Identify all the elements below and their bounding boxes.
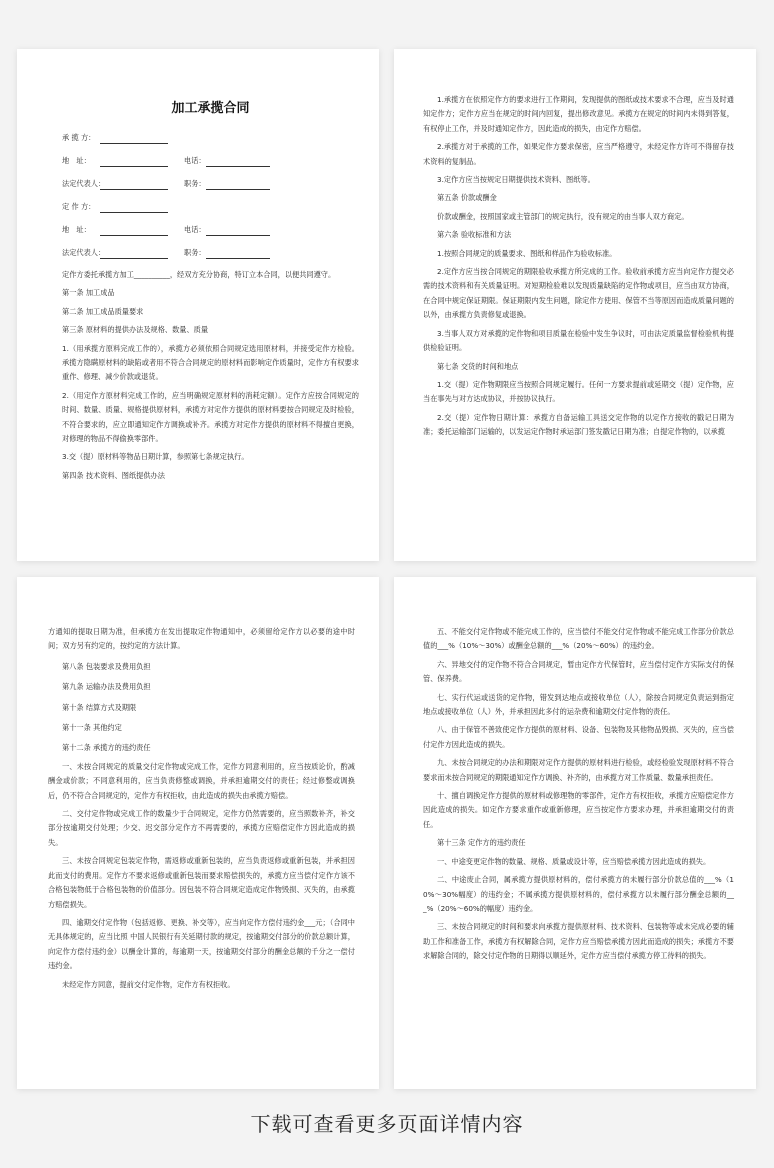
field-orderer-address <box>62 224 359 236</box>
field-contractor-address <box>62 155 359 167</box>
field-label: 定 作 方： <box>62 202 96 211</box>
field-label-right: 电话： <box>184 225 206 234</box>
field-label: 地 址： <box>62 156 91 165</box>
section-heading: 第十二条 承揽方的违约责任 <box>62 743 151 753</box>
paragraph: 1.按照合同规定的质量要求、图纸和样品作为验收标准。 <box>437 248 617 258</box>
section-heading: 第十三条 定作方的违约责任 <box>437 838 526 848</box>
field-label-right: 职务： <box>184 179 206 188</box>
paragraph: 1.承揽方在依照定作方的要求进行工作期间，发现提供的图纸或技术要求不合理，应当及时通知定作方；定作方应当在规定的时间内回复，提出修改意见。承揽方在规定的时间内未得到答复，有权停止工作，并及时通知定作方，因此造成的损失，由定作方赔偿。 <box>423 95 734 133</box>
section-heading: 第三条 原材料的提供办法及规格、数量、质量 <box>62 325 209 335</box>
section-heading: 第七条 交货的时间和地点 <box>437 361 519 371</box>
document-page-3 <box>17 577 379 1089</box>
paragraph: 3.交（提）原材料等物品日期计算，参照第七条规定执行。 <box>62 452 249 462</box>
paragraph: 1.（用承揽方原料完成工作的），承揽方必须依照合同规定选用原材料，并接受定作方检验。承揽方隐瞒原材料的缺陷或者用不符合合同规定的原材料而影响定作质量时，定作方有权要求重作、修理、减少价款或退货。 <box>62 343 359 382</box>
field-contractor-rep <box>62 178 359 190</box>
paragraph: 1.交（提）定作物期限应当按照合同规定履行。任何一方要求提前或延期交（提）定作物，应当在事先与对方达成协议，并按协议执行。 <box>423 379 734 404</box>
blank-line <box>100 180 168 190</box>
paragraph: 方通知的提取日期为准，但承揽方在发出提取定作物通知中，必须留给定作方以必要的途中时间；双方另有约定的，按约定的方法计算。 <box>48 627 355 651</box>
blank-line <box>206 249 270 259</box>
section-heading: 第八条 包装要求及费用负担 <box>62 661 151 671</box>
paragraph: 十、擅自调换定作方提供的原材料或修理物的零部件，定作方有权拒收，承揽方应赔偿定作方因此造成的损失。如定作方要求重作或重新修理，应当按定作方要求办理，并承担逾期交付的责任。 <box>423 791 734 829</box>
field-label: 法定代表人： <box>62 179 106 188</box>
document-page-4 <box>394 577 756 1089</box>
paragraph: 3.当事人双方对承揽的定作物和项目质量在检验中发生争议时，可由法定质量监督检验机构提供检验证明。 <box>423 328 734 353</box>
field-label: 承 揽 方： <box>62 133 96 142</box>
section-heading: 第六条 验收标准和方法 <box>437 230 512 240</box>
paragraph: 2.承揽方对于承揽的工作，如果定作方要求保密，应当严格遵守，未经定作方许可不得留存技术资料的复制品。 <box>423 142 734 166</box>
paragraph: 三、未按合同规定的时间和要求向承揽方提供原材料、技术资料、包装物等或未完成必要的辅助工作和准备工作，承揽方有权解除合同，定作方应当赔偿承揽方因此而造成的损失；承揽方不要求解除合同的，除交付定作物的日期得以顺延外，定作方应当偿付承揽方停工待料的损失。 <box>423 922 734 961</box>
blank-line <box>100 226 168 236</box>
paragraph: 三、未按合同规定包装定作物，需返修或重新包装的，应当负责返修或重新包装，并承担因此而支付的费用。定作方不要求返修或重新包装而要求赔偿损失的，承揽方应当偿付定作方该不合格包装物低于合格包装物的价值部分。因包装不符合同规定造成定作物毁损、灭失的，由承揽方赔偿损失。 <box>48 856 355 909</box>
blank-line <box>206 180 270 190</box>
paragraph: 五、不能交付定作物或不能完成工作的，应当偿付不能交付定作物或不能完成工作部分价款总值的___%（10%～30%）或酬金总额的___%（20%～60%）的违约金。 <box>423 627 734 651</box>
blank-line <box>100 249 168 259</box>
paragraph: 定作方委托承揽方加工__________，经双方充分协商，特订立本合同，以便共同遵守。 <box>62 270 336 279</box>
document-title: 加工承揽合同 <box>171 101 250 116</box>
section-heading: 第九条 运输办法及费用负担 <box>62 682 151 692</box>
paragraph: 价款或酬金，按照国家或主管部门的规定执行，没有规定的由当事人双方商定。 <box>437 211 689 221</box>
paragraph: 2.（用定作方原材料完成工作的，应当明确规定原材料的消耗定额）。定作方应按合同规定的时间、数量、质量、规格提供原材料，承揽方对定作方提供的原材料要按合同规定及时检验，不符合要求的，应立即通知定作方调换或补齐。承揽方对定作方提供的原材料不得擅自更换，对修理的物品不得偷换零部件。 <box>62 390 359 444</box>
field-label-right: 职务： <box>184 248 206 257</box>
section-heading: 第四条 技术资料、图纸提供办法 <box>62 470 165 480</box>
paragraph: 3.定作方应当按规定日期提供技术资料、图纸等。 <box>437 175 595 185</box>
download-more-text[interactable]: 下载可查看更多页面详情内容 <box>250 1112 524 1136</box>
section-heading: 第五条 价款或酬金 <box>437 193 497 203</box>
paragraph: 八、由于保管不善致使定作方提供的原材料、设备、包装物及其他物品毁损、灭失的，应当偿付定作方因此造成的损失。 <box>423 725 734 749</box>
blank-line <box>100 203 168 213</box>
paragraph: 六、异地交付的定作物不符合合同规定，暂由定作方代保管时，应当偿付定作方实际支付的保管、保养费。 <box>423 659 734 684</box>
section-heading: 第十一条 其他约定 <box>62 723 122 733</box>
field-label: 地 址： <box>62 225 91 234</box>
paragraph: 未经定作方同意，提前交付定作物，定作方有权拒收。 <box>62 979 235 989</box>
paragraph: 2.交（提）定作物日期计算：承揽方自备运输工具送交定作物的以定作方接收的戳记日期为准；委托运输部门运输的，以发运定作物时承运部门签发戳记日期为准；自提定作物的，以承揽 <box>423 412 734 437</box>
paragraph: 一、中途变更定作物的数量、规格、质量或设计等，应当赔偿承揽方因此造成的损失。 <box>437 856 711 866</box>
field-contractor <box>62 132 359 144</box>
document-page-1 <box>17 49 379 561</box>
blank-line <box>100 157 168 167</box>
blank-line <box>100 134 168 144</box>
paragraph: 二、交付定作物或完成工作的数量少于合同规定，定作方仍然需要的，应当照数补齐，补交部分按逾期交付处理；少交、迟交部分定作方不再需要的，承揽方应赔偿定作方因此造成的损失。 <box>48 809 355 847</box>
field-label-right: 电话： <box>184 156 206 165</box>
blank-line <box>206 226 270 236</box>
document-page-2 <box>394 49 756 561</box>
section-heading: 第十条 结算方式及期限 <box>62 702 137 712</box>
paragraph: 四、逾期交付定作物（包括返修、更换、补交等），应当向定作方偿付违约金___元；（合同中无具体规定的，应当比照 中国人民银行有关延期付款的规定，按逾期交付部分的价款总额计算，向定作方偿付违约金）以酬金计算的，每逾期一天，按逾期交付部分的酬金总额的千分之一偿付违约金。 <box>48 917 355 971</box>
paragraph: 七、实行代运或送货的定作物，错发到达地点或接收单位（人），除按合同规定负责运到指定地点或接收单位（人）外，并承担因此多付的运杂费和逾期交付定作物的责任。 <box>423 692 734 717</box>
paragraph: 九、未按合同规定的办法和期限对定作方提供的原材料进行检验，或经检验发现原材料不符合要求而未按合同规定的期限通知定作方调换、补齐的，由承揽方对工作质量、数量承担责任。 <box>423 758 734 782</box>
field-orderer <box>62 201 359 213</box>
paragraph: 一、未按合同规定的质量交付定作物或完成工作，定作方同意利用的，应当按质论价，酌减酬金或价款；不同意利用的，应当负责修整或调换，并承担逾期交付的责任；经过修整或调换后，仍不符合合同规定的，定作方有权拒收，由此造成的损失由承揽方赔偿。 <box>48 761 355 800</box>
field-orderer-rep <box>62 247 359 259</box>
field-label: 法定代表人： <box>62 248 106 257</box>
paragraph: 2.定作方应当按合同规定的期限验收承揽方所完成的工作。验收前承揽方应当向定作方提交必需的技术资料和有关质量证明。对短期检验难以发现质量缺陷的定作物或项目，应当由双方协商，在合同中规定保证期限。保证期限内发生问题，除定作方使用、保管不当等原因而造成质量问题的以外，由承揽方负责修复或退换。 <box>423 267 734 320</box>
blank-line <box>206 157 270 167</box>
section-heading: 第一条 加工成品 <box>62 288 115 298</box>
section-heading: 第二条 加工成品质量要求 <box>62 306 144 316</box>
paragraph: 二、中途废止合同，属承揽方提供原材料的，偿付承揽方的未履行部分价款总值的___%（10%～30%幅度）的违约金；不属承揽方提供原材料的，偿付承揽方以未履行部分酬金总额的___%（20%～60%的幅度）违约金。 <box>423 875 734 913</box>
